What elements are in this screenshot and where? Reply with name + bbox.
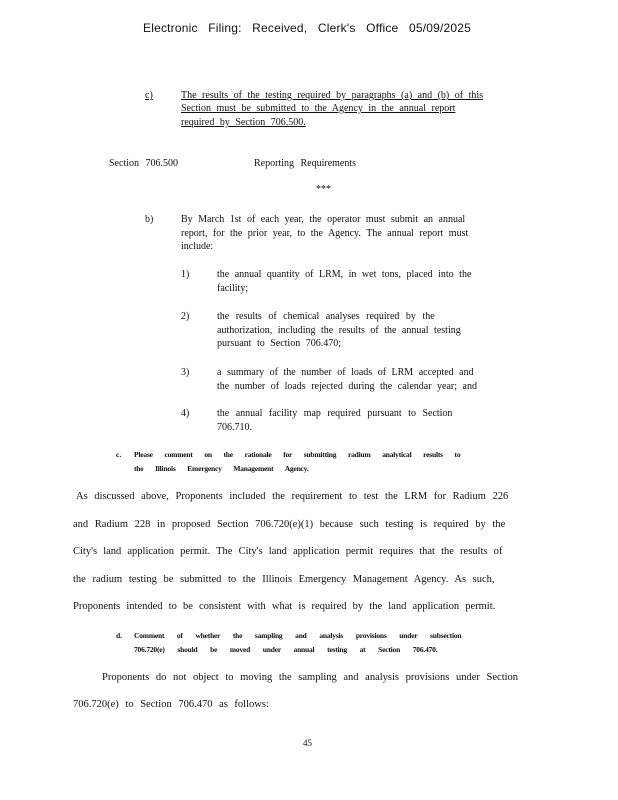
filing-header: Electronic Filing: Received, Clerk's Office 05/09/2025 bbox=[143, 21, 472, 35]
list-item-1-num: 1) bbox=[181, 269, 190, 280]
list-item-1-line-1: the annual quantity of LRM, in wet tons, placed into the bbox=[217, 269, 472, 280]
item-b-label: b) bbox=[145, 214, 154, 225]
list-item-2-line-3: pursuant to Section 706.470; bbox=[217, 338, 341, 349]
answer-c-line-4: the radium testing be submitted to the Illinois Emergency Management Agency. As such, bbox=[73, 574, 495, 585]
answer-c-line-2: and Radium 228 in proposed Section 706.720(e)(1) because such testing is required by the bbox=[73, 519, 506, 530]
section-c-line-1: The results of the testing required by paragraphs (a) and (b) of this bbox=[181, 90, 484, 101]
section-c-line-3: required by Section 706.500. bbox=[181, 117, 306, 128]
section-asterisks: *** bbox=[316, 184, 331, 195]
list-item-2-line-1: the results of chemical analyses required by the bbox=[217, 311, 435, 322]
answer-c-line-1: As discussed above, Proponents included the requirement to test the LRM for Radium 226 bbox=[76, 491, 509, 502]
list-item-3-line-2: the number of loads rejected during the calendar year; and bbox=[217, 381, 477, 392]
list-item-4-num: 4) bbox=[181, 408, 190, 419]
answer-d-line-2: 706.720(e) to Section 706.470 as follows: bbox=[73, 699, 269, 710]
question-d-line-2: 706.720(e) should be moved under annual testing at Section 706.470. bbox=[134, 645, 438, 654]
list-item-3-line-1: a summary of the number of loads of LRM accepted and bbox=[217, 367, 474, 378]
section-title: Reporting Requirements bbox=[254, 158, 357, 169]
question-c-line-1: Please comment on the rationale for submitting radium analytical results to bbox=[134, 450, 461, 459]
section-c-label: c) bbox=[145, 90, 153, 101]
list-item-2-line-2: authorization, including the results of the annual testing bbox=[217, 325, 461, 336]
section-number: Section 706.500 bbox=[109, 158, 178, 169]
question-d-label: d. bbox=[116, 631, 123, 640]
list-item-4-line-2: 706.710. bbox=[217, 422, 252, 433]
question-d-line-1: Comment of whether the sampling and analysis provisions under subsection bbox=[134, 631, 462, 640]
item-b-line-2: report, for the prior year, to the Agency. The annual report must bbox=[181, 228, 469, 239]
answer-c-line-5: Proponents intended to be consistent with what is required by the land application permit. bbox=[73, 601, 496, 612]
list-item-3-num: 3) bbox=[181, 367, 190, 378]
answer-c-line-3: City's land application permit. The City's land application permit requires that the results of bbox=[73, 546, 503, 557]
list-item-1-line-2: facility; bbox=[217, 283, 249, 294]
section-c-line-2: Section must be submitted to the Agency in the annual report bbox=[181, 103, 456, 114]
list-item-4-line-1: the annual facility map required pursuant to Section bbox=[217, 408, 453, 419]
question-c-label: c. bbox=[116, 450, 122, 459]
page-number: 45 bbox=[303, 738, 312, 748]
item-b-line-1: By March 1st of each year, the operator must submit an annual bbox=[181, 214, 466, 225]
question-c-line-2: the Illinois Emergency Management Agency. bbox=[134, 464, 309, 473]
list-item-2-num: 2) bbox=[181, 311, 190, 322]
answer-d-line-1: Proponents do not object to moving the sampling and analysis provisions under Section bbox=[102, 672, 519, 683]
item-b-line-3: include: bbox=[181, 241, 214, 252]
